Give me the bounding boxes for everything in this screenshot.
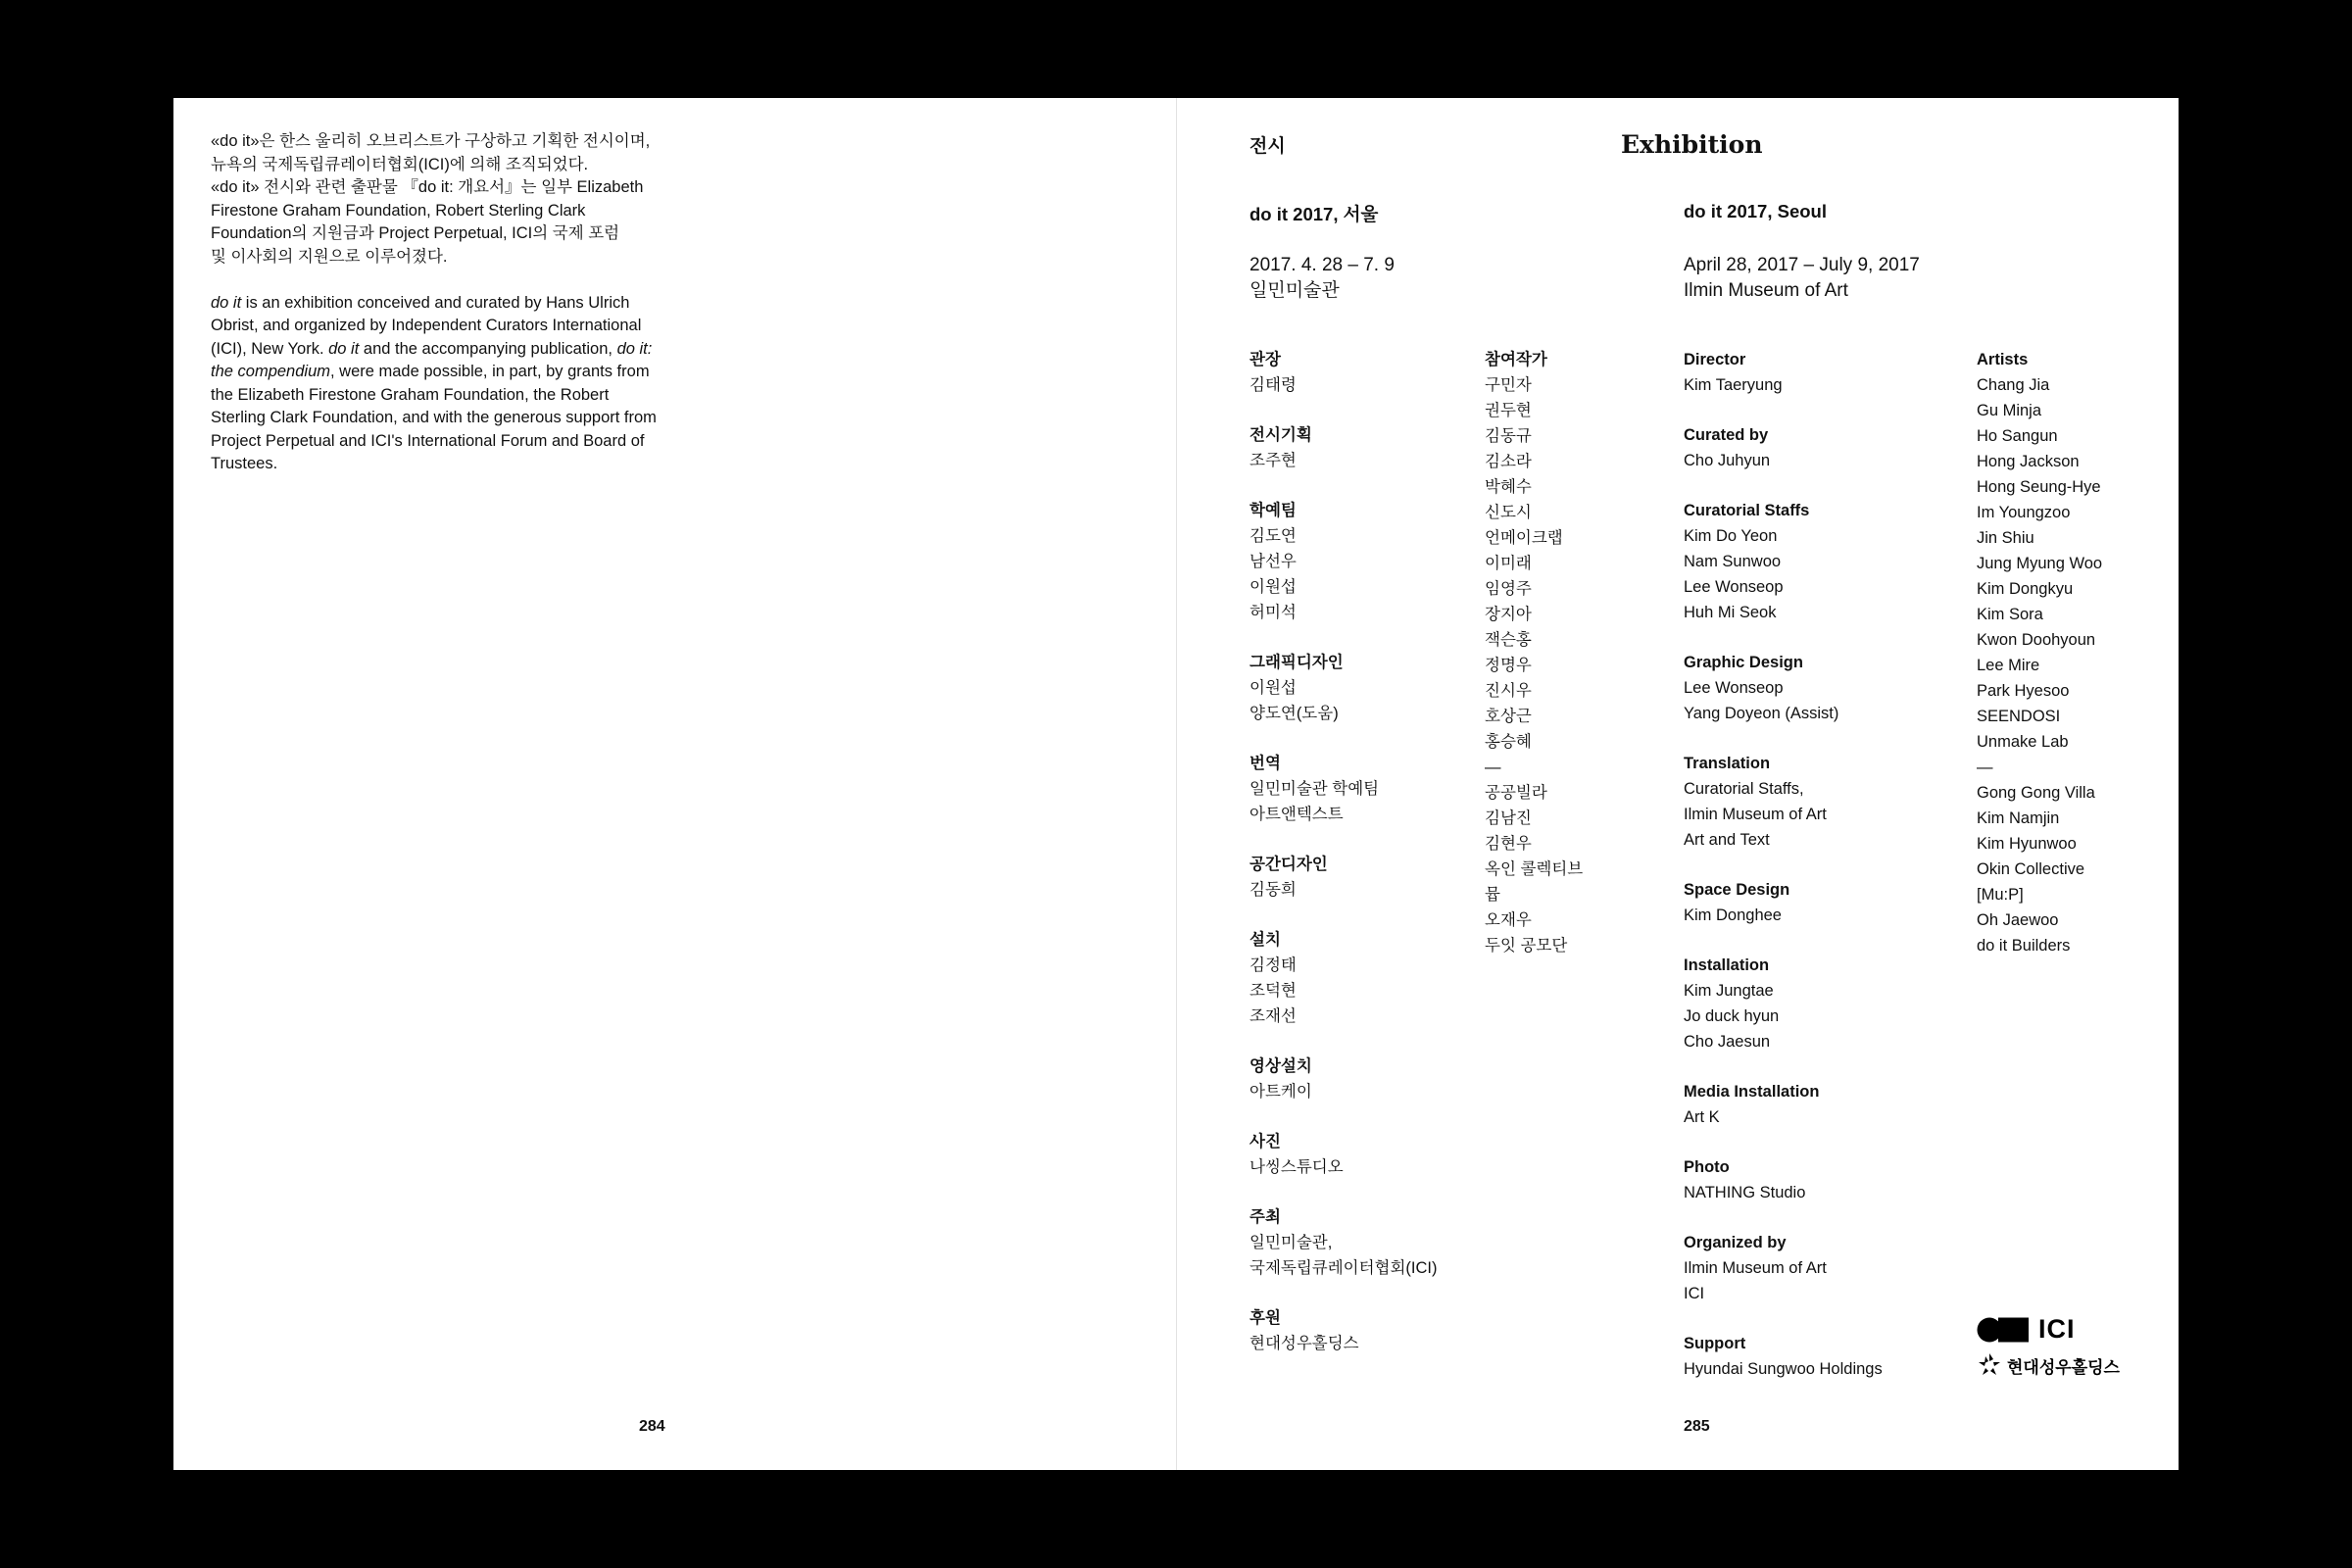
credit-name: 아트앤텍스트 [1250, 806, 1344, 823]
book-gutter [1176, 98, 1177, 1470]
ici-logo [1977, 1314, 2076, 1345]
credit-name: Ho Sangun [1977, 427, 2058, 445]
credit-name: — [1485, 759, 1501, 776]
credit-name: 허미석 [1250, 604, 1297, 621]
credit-heading: Curated by [1684, 426, 1769, 444]
credit-name: Kim Hyunwoo [1977, 835, 2077, 853]
credit-spacer [1250, 726, 1437, 751]
credit-heading: Graphic Design [1684, 654, 1803, 671]
colophon-ko-line: «do it»은 한스 울리히 오브리스트가 구상하고 기획한 전시이며, [211, 132, 651, 150]
credit-name: 임영주 [1485, 580, 1532, 598]
credit-name: 박혜수 [1485, 478, 1532, 496]
credit-name: Chang Jia [1977, 376, 2050, 394]
page-number-right: 285 [1684, 1418, 1710, 1435]
credit-heading: 사진 [1250, 1133, 1281, 1151]
credit-name: 조재선 [1250, 1007, 1297, 1025]
credit-name: Okin Collective [1977, 860, 2085, 878]
credit-name: 김남진 [1485, 809, 1532, 827]
credit-name: Art and Text [1684, 831, 1770, 849]
credits-korean [1250, 347, 1437, 1356]
credit-name: 김소라 [1485, 453, 1532, 470]
credit-spacer [1250, 1281, 1437, 1305]
colophon-ko-line: 및 이사회의 지원으로 이루어졌다. [211, 247, 448, 266]
hyundai-sungwoo-logo [1977, 1352, 2120, 1378]
colophon-en-text: is an exhibition conceived and curated by Hans Ulrich Obrist, and organized by Independent Curators International (ICI), New York. [211, 293, 642, 358]
credit-heading: Photo [1684, 1158, 1730, 1176]
colophon-en-text: , were made possible, in part, by grants from the Elizabeth Firestone Graham Foundation, the Robert Sterling Clark Foundation, and with the generous support from Project Perpetual and ICI's International Forum and Board of Trustees. [211, 363, 657, 472]
venue: Ilmin Museum of Art [1684, 280, 1848, 301]
credit-name: 두잇 공모단 [1485, 937, 1568, 955]
credit-name: Park Hyesoo [1977, 682, 2070, 700]
credit-heading: Director [1684, 351, 1746, 368]
credit-name: 김동규 [1485, 427, 1532, 445]
credit-name: 이미래 [1485, 555, 1532, 572]
credit-name: 양도연(도움) [1250, 705, 1339, 722]
credit-name: Cho Jaesun [1684, 1033, 1771, 1051]
credit-name: 권두현 [1485, 402, 1532, 419]
credit-heading: 그래픽디자인 [1250, 654, 1344, 671]
credit-name: 잭슨홍 [1485, 631, 1532, 649]
colophon-english [211, 292, 662, 476]
colophon-ko-line: «do it» 전시와 관련 출판물 『do it: 개요서』는 일부 Elizabeth [211, 178, 644, 196]
credit-name: 김동희 [1250, 881, 1297, 899]
credit-name: Lee Mire [1977, 657, 2040, 674]
credit-name: Unmake Lab [1977, 733, 2069, 751]
credit-name: 오재우 [1485, 911, 1532, 929]
credit-name: 구민자 [1485, 376, 1532, 394]
credit-spacer [1684, 398, 1883, 422]
venue: 일민미술관 [1250, 280, 1340, 301]
dates-english [1684, 253, 1920, 304]
credit-spacer [1684, 625, 1883, 650]
credit-spacer [1684, 726, 1883, 751]
credit-name: Kim Do Yeon [1684, 527, 1778, 545]
colophon-en-italic: do it [211, 293, 242, 312]
show-title-english: do it 2017, Seoul [1684, 201, 1827, 221]
credit-heading: 주최 [1250, 1208, 1281, 1226]
credit-spacer [1250, 827, 1437, 852]
credit-heading: 공간디자인 [1250, 856, 1328, 873]
colophon-ko-line: Firestone Graham Foundation, Robert Sterling Clark [211, 201, 586, 220]
page-number-left: 284 [639, 1418, 665, 1435]
credit-heading: 설치 [1250, 931, 1281, 949]
credit-spacer [1684, 928, 1883, 953]
credit-name: 일민미술관, [1250, 1234, 1333, 1251]
credit-name: 옥인 콜렉티브 [1485, 860, 1584, 878]
credit-name: Ilmin Museum of Art [1684, 806, 1827, 823]
credit-spacer [1684, 1130, 1883, 1154]
credit-name: Hyundai Sungwoo Holdings [1684, 1360, 1883, 1378]
credit-name: Huh Mi Seok [1684, 604, 1777, 621]
hyundai-logo-text: 현대성우홀딩스 [2007, 1357, 2120, 1377]
credit-name: 언메이크랩 [1485, 529, 1563, 547]
artists-english [1977, 347, 2102, 958]
credit-heading: Translation [1684, 755, 1771, 772]
credit-name: 나씽스튜디오 [1250, 1158, 1344, 1176]
credit-name: 아트케이 [1250, 1083, 1312, 1101]
credit-name: 홍승혜 [1485, 733, 1532, 751]
credit-heading: 학예팀 [1250, 502, 1297, 519]
credit-spacer [1684, 1054, 1883, 1079]
credit-spacer [1250, 1180, 1437, 1204]
credit-spacer [1684, 1306, 1883, 1331]
credit-spacer [1250, 473, 1437, 498]
credit-spacer [1250, 1029, 1437, 1054]
credit-name: Im Youngzoo [1977, 504, 2071, 521]
credits-english [1684, 347, 1883, 1382]
credit-heading: 관장 [1250, 351, 1281, 368]
credit-name: 장지아 [1485, 606, 1532, 623]
colophon-ko-line: 뉴욕의 국제독립큐레이터협회(ICI)에 의해 조직되었다. [211, 155, 589, 173]
credit-name: 신도시 [1485, 504, 1532, 521]
credit-name: Hong Jackson [1977, 453, 2080, 470]
credit-name: 현대성우홀딩스 [1250, 1335, 1359, 1352]
credit-name: Lee Wonseop [1684, 679, 1784, 697]
credit-heading: Installation [1684, 956, 1770, 974]
credit-name: 김현우 [1485, 835, 1532, 853]
colophon-en-italic: do it [328, 339, 360, 358]
credit-name: 김태령 [1250, 376, 1297, 394]
show-title-korean: do it 2017, 서울 [1250, 204, 1379, 224]
credit-name: Curatorial Staffs, [1684, 780, 1804, 798]
title-english: Exhibition [1621, 130, 1763, 159]
credit-heading: Support [1684, 1335, 1746, 1352]
credit-heading: 후원 [1250, 1309, 1281, 1327]
credit-heading: 영상설치 [1250, 1057, 1312, 1075]
colophon-en-italic: do it: the compendium [211, 339, 653, 380]
credit-name: 일민미술관 학예팀 [1250, 780, 1380, 798]
credit-name: Kim Donghee [1684, 906, 1782, 924]
credit-name: Jung Myung Woo [1977, 555, 2103, 572]
credit-name: 뮵 [1485, 886, 1500, 904]
credit-name: Gong Gong Villa [1977, 784, 2095, 802]
credit-name: SEENDOSI [1977, 708, 2061, 725]
credit-name: Jin Shiu [1977, 529, 2034, 547]
credit-name: Cho Juhyun [1684, 452, 1771, 469]
credit-name: 정명우 [1485, 657, 1532, 674]
credit-spacer [1684, 853, 1883, 877]
credit-heading: Media Installation [1684, 1083, 1820, 1101]
date-range: 2017. 4. 28 – 7. 9 [1250, 255, 1395, 275]
credit-name: Kwon Doohyoun [1977, 631, 2096, 649]
credit-spacer [1684, 1205, 1883, 1230]
credit-name: Yang Doyeon (Assist) [1684, 705, 1839, 722]
credit-name: do it Builders [1977, 937, 2071, 955]
credit-name: [Mu:P] [1977, 886, 2024, 904]
credit-name: 조덕현 [1250, 982, 1297, 1000]
credit-heading: 전시기획 [1250, 426, 1312, 444]
ici-mark-icon [1977, 1317, 2030, 1343]
credit-name: ICI [1684, 1285, 1705, 1302]
credit-heading: Curatorial Staffs [1684, 502, 1810, 519]
credit-name: Oh Jaewoo [1977, 911, 2059, 929]
credit-name: 조주현 [1250, 452, 1297, 469]
credit-name: Kim Dongkyu [1977, 580, 2074, 598]
credit-spacer [1250, 625, 1437, 650]
credit-name: Art K [1684, 1108, 1720, 1126]
credit-name: 이원섭 [1250, 679, 1297, 697]
credit-name: 김도연 [1250, 527, 1297, 545]
credit-name: Nam Sunwoo [1684, 553, 1782, 570]
artists-korean [1485, 347, 1583, 958]
credit-name: Kim Taeryung [1684, 376, 1783, 394]
credit-name: 김정태 [1250, 956, 1297, 974]
credit-name: 공공빌라 [1485, 784, 1547, 802]
credit-name: Jo duck hyun [1684, 1007, 1780, 1025]
credit-name: 진시우 [1485, 682, 1532, 700]
credit-name: Ilmin Museum of Art [1684, 1259, 1827, 1277]
credit-name: 호상근 [1485, 708, 1532, 725]
credit-name: NATHING Studio [1684, 1184, 1806, 1201]
credit-spacer [1684, 473, 1883, 498]
credit-name: Hong Seung-Hye [1977, 478, 2101, 496]
credit-name: — [1977, 759, 1993, 776]
credit-heading: Artists [1977, 351, 2029, 368]
dates-korean [1250, 253, 1395, 304]
hyundai-emblem-icon [1977, 1352, 2002, 1378]
credit-name: Kim Namjin [1977, 809, 2060, 827]
title-korean: 전시 [1250, 136, 1286, 157]
colophon-korean [211, 130, 662, 269]
credit-spacer [1250, 398, 1437, 422]
credit-heading: Space Design [1684, 881, 1790, 899]
credit-heading: 참여작가 [1485, 351, 1547, 368]
credit-name: Lee Wonseop [1684, 578, 1784, 596]
ici-logo-text: ICI [2038, 1314, 2076, 1344]
credit-name: Kim Jungtae [1684, 982, 1774, 1000]
credit-spacer [1250, 903, 1437, 927]
credit-name: Kim Sora [1977, 606, 2043, 623]
credit-name: 남선우 [1250, 553, 1297, 570]
credit-spacer [1250, 1104, 1437, 1129]
credit-name: 이원섭 [1250, 578, 1297, 596]
colophon-en-text: and the accompanying publication, [359, 339, 617, 358]
credit-name: 국제독립큐레이터협회(ICI) [1250, 1259, 1438, 1277]
colophon [211, 130, 662, 499]
credit-name: Gu Minja [1977, 402, 2042, 419]
credit-heading: Organized by [1684, 1234, 1787, 1251]
date-range: April 28, 2017 – July 9, 2017 [1684, 255, 1920, 275]
colophon-ko-line: Foundation의 지원금과 Project Perpetual, ICI의 국제 포럼 [211, 224, 620, 242]
credit-heading: 번역 [1250, 755, 1281, 772]
